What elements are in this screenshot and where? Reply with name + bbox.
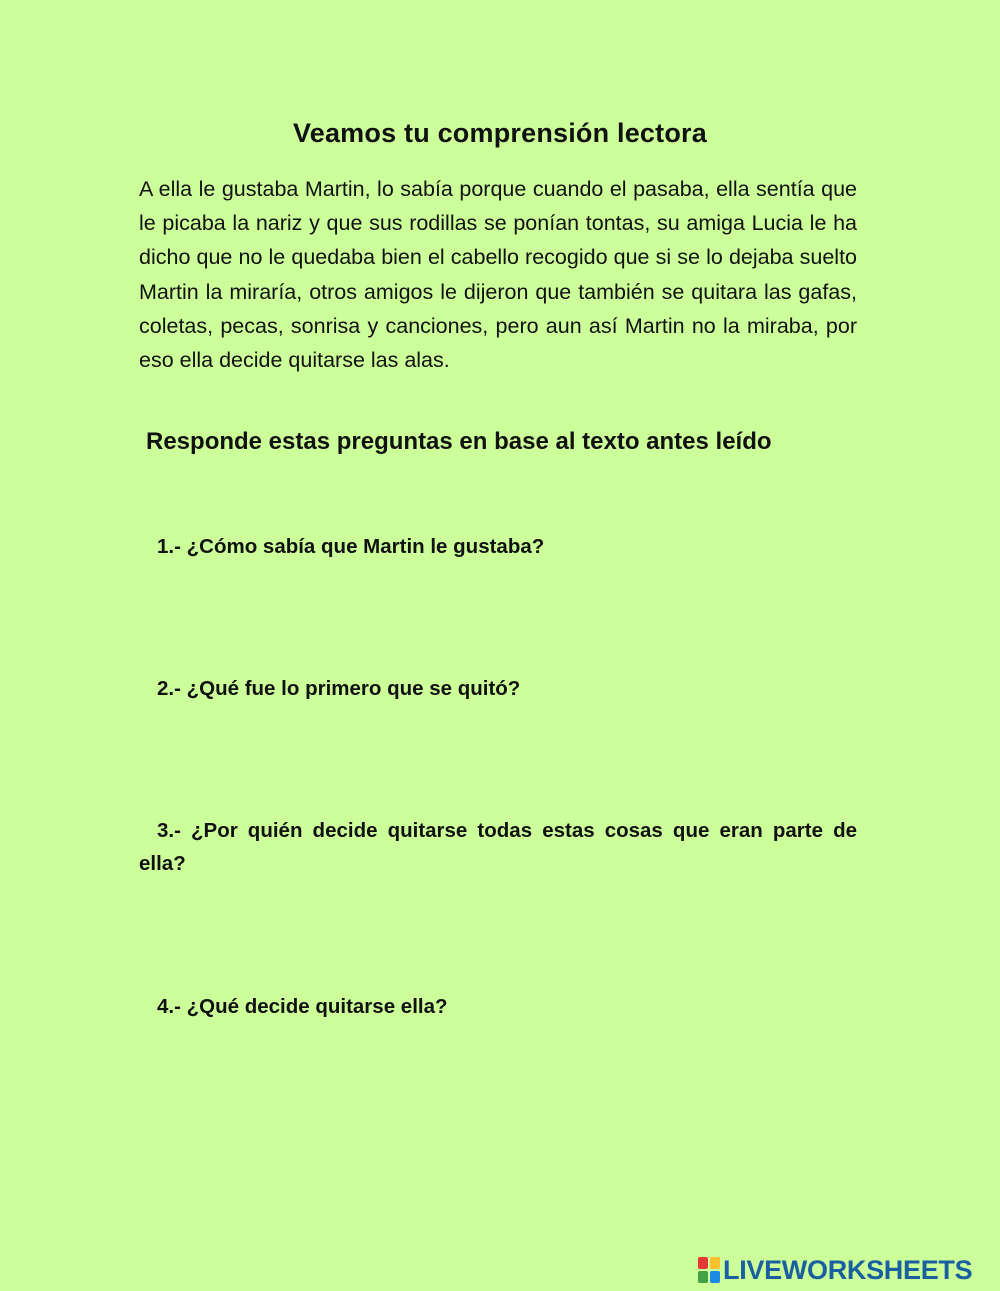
question-3: 3.- ¿Por quién decide quitarse todas estas cosas que eran parte de ella?: [139, 819, 857, 875]
liveworksheets-branding: [698, 1255, 972, 1285]
question-4: 4.- ¿Qué decide quitarse ella?: [157, 995, 448, 1018]
worksheet-title: Veamos tu comprensión lectora: [293, 118, 707, 148]
instructions-heading: Responde estas preguntas en base al texto antes leído: [146, 428, 772, 455]
question-2: 2.- ¿Qué fue lo primero que se quitó?: [157, 677, 521, 700]
question-1: 1.- ¿Cómo sabía que Martin le gustaba?: [157, 535, 545, 558]
reading-passage: A ella le gustaba Martin, lo sabía porque cuando el pasaba, ella sentía que le picaba la nariz y que sus rodillas se ponían tontas, su amiga Lucia le ha dicho que no le quedaba bien el cabello recogido que si se lo dejaba suelto Martin la miraría, otros amigos le dijeron que también se quitara las gafas, coletas, pecas, sonrisa y canciones, pero aun así Martin no la miraba, por eso ella decide quitarse las alas.: [139, 177, 857, 373]
liveworksheets-logo-icon: [698, 1257, 720, 1283]
liveworksheets-wordmark: LIVEWORKSHEETS: [723, 1254, 973, 1285]
